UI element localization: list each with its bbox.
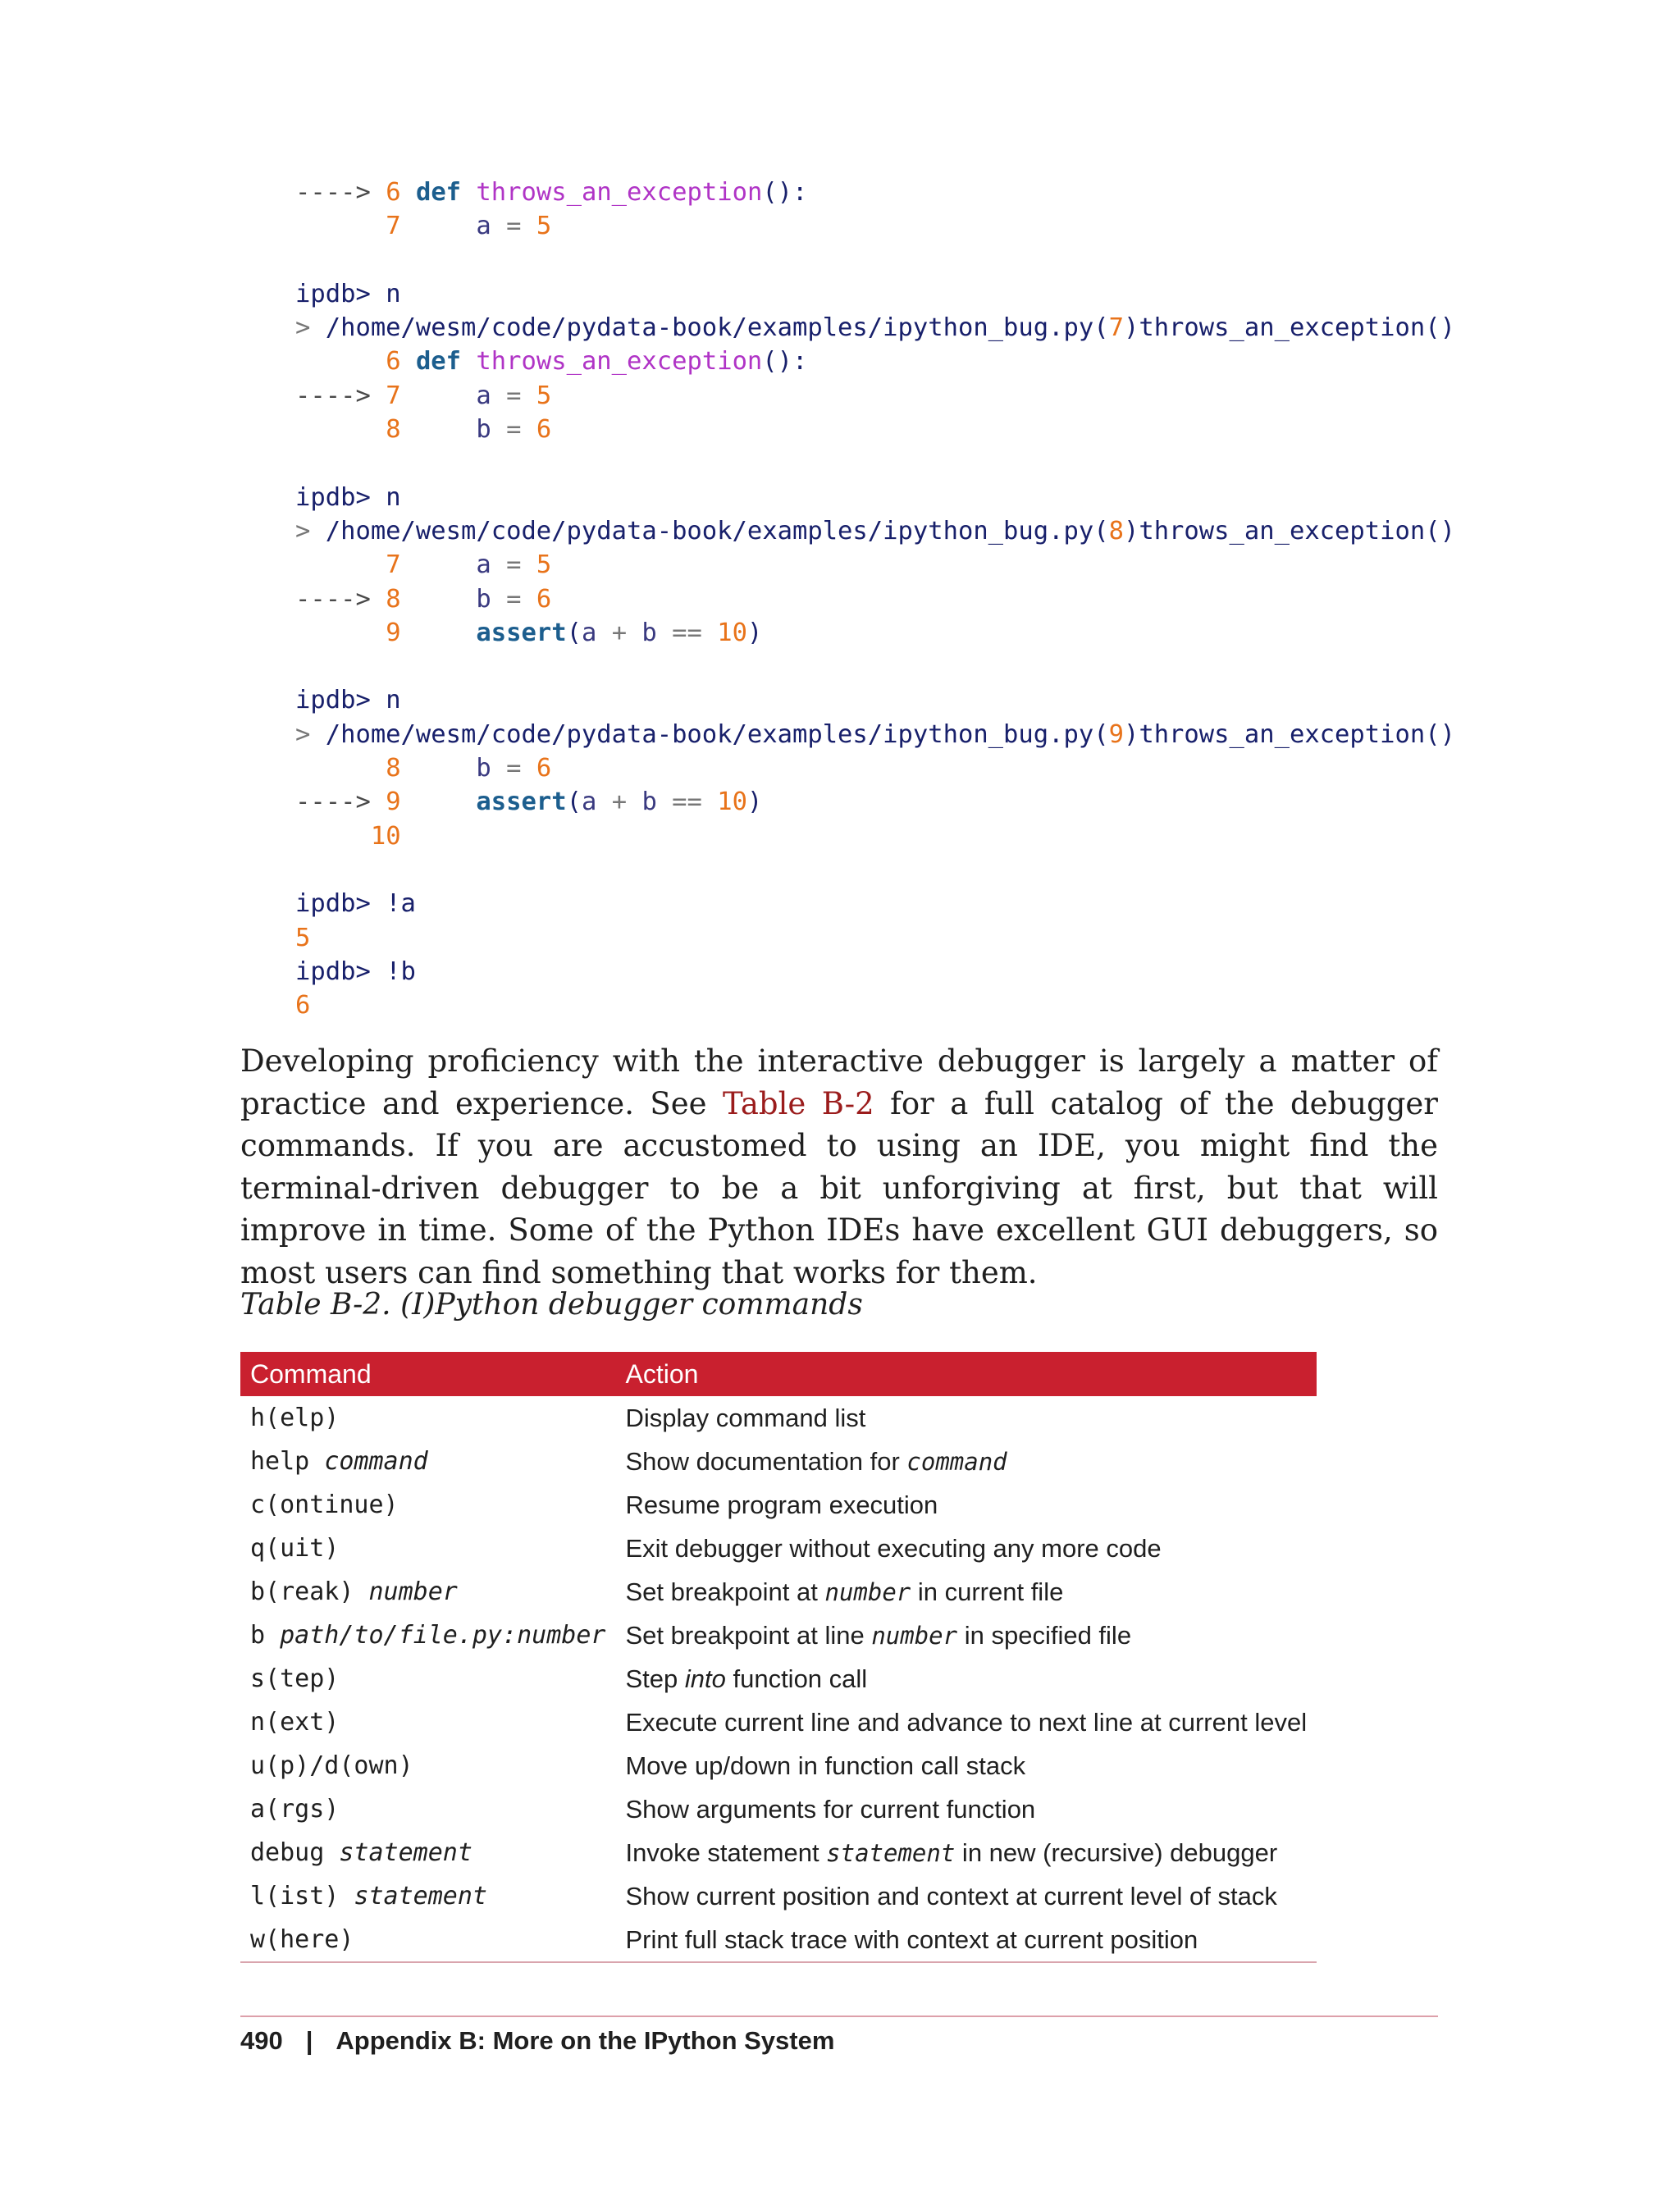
code-line: > /home/wesm/code/pydata-book/examples/ipython_bug.py(8)throws_an_exception() [295, 516, 1455, 546]
header-action: Action [615, 1352, 1317, 1396]
action-cell: Step into function call [625, 1664, 868, 1693]
code-line [295, 244, 1526, 277]
table-row [240, 1527, 1317, 1570]
table-row [240, 1918, 1317, 1962]
command-cell: n(ext) [250, 1708, 340, 1737]
table-row [240, 1874, 1317, 1918]
action-cell: Show documentation for command [625, 1446, 1007, 1476]
table-row [240, 1744, 1317, 1787]
code-line: ipdb> !a [295, 889, 416, 919]
code-line: 7 a = 5 [386, 550, 552, 580]
header-command: Command [240, 1352, 615, 1396]
code-line: > /home/wesm/code/pydata-book/examples/ipython_bug.py(9)throws_an_exception() [295, 719, 1455, 749]
footer-separator: | [305, 2026, 313, 2055]
table-row [240, 1657, 1317, 1701]
command-cell: h(elp) [250, 1404, 340, 1432]
command-cell: help command [250, 1447, 428, 1476]
table-reference-link[interactable]: Table B-2 [723, 1085, 874, 1121]
command-cell: l(ist) statement [250, 1882, 487, 1911]
code-line: 6 def throws_an_exception(): [386, 347, 808, 377]
page-number: 490 [240, 2026, 283, 2055]
table-row [240, 1440, 1317, 1483]
code-line: 8 b = 6 [386, 754, 552, 783]
code-line: 6 [295, 991, 311, 1020]
code-line: ----> 8 b = 6 [295, 584, 552, 614]
command-cell: u(p)/d(own) [250, 1751, 413, 1780]
table-row [240, 1396, 1317, 1440]
chapter-title: Appendix B: More on the IPython System [336, 2026, 835, 2055]
action-cell: Show arguments for current function [625, 1794, 1036, 1824]
code-line: ----> 9 assert(a + b == 10) [295, 788, 763, 817]
command-cell: debug statement [250, 1838, 472, 1867]
action-cell: Display command list [625, 1403, 866, 1432]
table-row [240, 1701, 1317, 1744]
action-cell: Print full stack trace with context at current position [625, 1924, 1198, 1954]
table-row [240, 1570, 1317, 1614]
command-cell: b path/to/file.py:number [250, 1621, 606, 1650]
action-cell: Set breakpoint at number in current file [625, 1577, 1064, 1606]
page-footer [240, 2026, 834, 2056]
command-cell: a(rgs) [250, 1795, 340, 1824]
command-cell: c(ontinue) [250, 1491, 399, 1519]
code-line [295, 446, 1526, 480]
code-line: 7 a = 5 [386, 212, 552, 241]
code-line: ipdb> n [295, 686, 401, 715]
table-row [240, 1614, 1317, 1657]
code-line [295, 853, 1526, 887]
table-row [240, 1483, 1317, 1527]
code-line: 9 assert(a + b == 10) [386, 618, 763, 647]
command-cell: q(uit) [250, 1534, 340, 1563]
table-row [240, 1831, 1317, 1874]
body-paragraph: Developing proficiency with the interactive debugger is largely a matter of practice and experience. See Table B-2 for a full catalog of the debugger commands. If you are accustomed to using an IDE, you might find the terminal-driven debugger to be a bit unforgiving at first, but that will improve in time. Some of the Python IDEs have excellent GUI debuggers, so most users can find something that works for them. [240, 1043, 1438, 1290]
action-cell: Exit debugger without executing any more code [625, 1533, 1162, 1563]
code-line [295, 650, 1526, 683]
code-line: ----> 6 def throws_an_exception(): [295, 178, 808, 207]
command-cell: w(here) [250, 1925, 354, 1954]
code-line: 8 b = 6 [386, 415, 552, 445]
command-cell: s(tep) [250, 1664, 340, 1693]
code-line: > /home/wesm/code/pydata-book/examples/ipython_bug.py(7)throws_an_exception() [295, 313, 1455, 343]
table-row [240, 1787, 1317, 1831]
action-cell: Set breakpoint at line number in specified file [625, 1620, 1132, 1650]
debugger-commands-table [240, 1352, 1317, 1963]
code-line: ----> 7 a = 5 [295, 381, 552, 410]
action-cell: Show current position and context at current level of stack [625, 1881, 1277, 1911]
table-caption: Table B-2. (I)Python debugger commands [240, 1288, 863, 1322]
command-cell: b(reak) number [250, 1577, 458, 1606]
code-line: ipdb> !b [295, 956, 416, 986]
action-cell: Invoke statement statement in new (recursive) debugger [625, 1838, 1278, 1867]
code-line: ipdb> n [295, 482, 401, 512]
action-cell: Resume program execution [625, 1490, 938, 1519]
action-cell: Move up/down in function call stack [625, 1751, 1026, 1780]
code-line: 10 [370, 821, 401, 851]
table-header-row [240, 1352, 1317, 1396]
code-listing [295, 176, 1526, 1022]
code-line: ipdb> n [295, 279, 401, 308]
code-line: 5 [295, 923, 311, 952]
action-cell: Execute current line and advance to next line at current level [625, 1707, 1308, 1737]
footer-rule [240, 2016, 1438, 2017]
